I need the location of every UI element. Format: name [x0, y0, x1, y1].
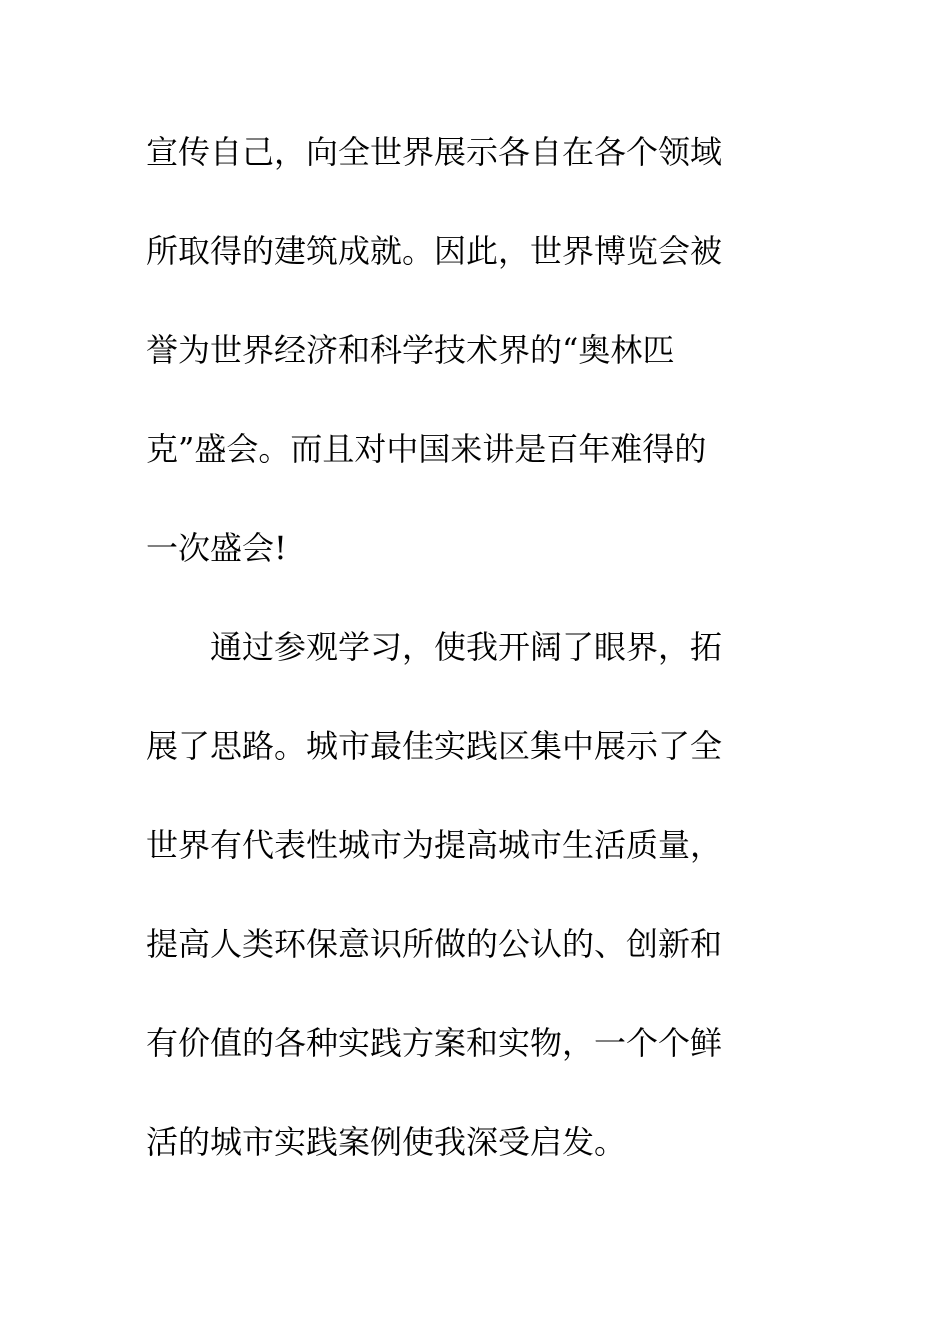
text-line: 克”盛会。而且对中国来讲是百年难得的: [146, 430, 707, 468]
text-line: 所取得的建筑成就。因此，世界博览会被: [146, 232, 723, 270]
body-text: [146, 124, 786, 1213]
text-line: 誉为世界经济和科学技术界的“奥林匹: [146, 331, 675, 369]
text-line: 宣传自己，向全世界展示各自在各个领域: [146, 133, 723, 171]
text-line: 活的城市实践案例使我深受启发。: [146, 1123, 627, 1161]
paragraph-start-line: 通过参观学习，使我开阔了眼界，拓: [210, 628, 723, 666]
text-line: 提高人类环保意识所做的公认的、创新和: [146, 925, 723, 963]
text-line: 有价值的各种实践方案和实物，一个个鲜: [146, 1024, 723, 1062]
text-line: 展了思路。城市最佳实践区集中展示了全: [146, 727, 723, 765]
text-line: 一次盛会!: [146, 529, 287, 567]
text-line: 世界有代表性城市为提高城市生活质量，: [146, 826, 723, 864]
